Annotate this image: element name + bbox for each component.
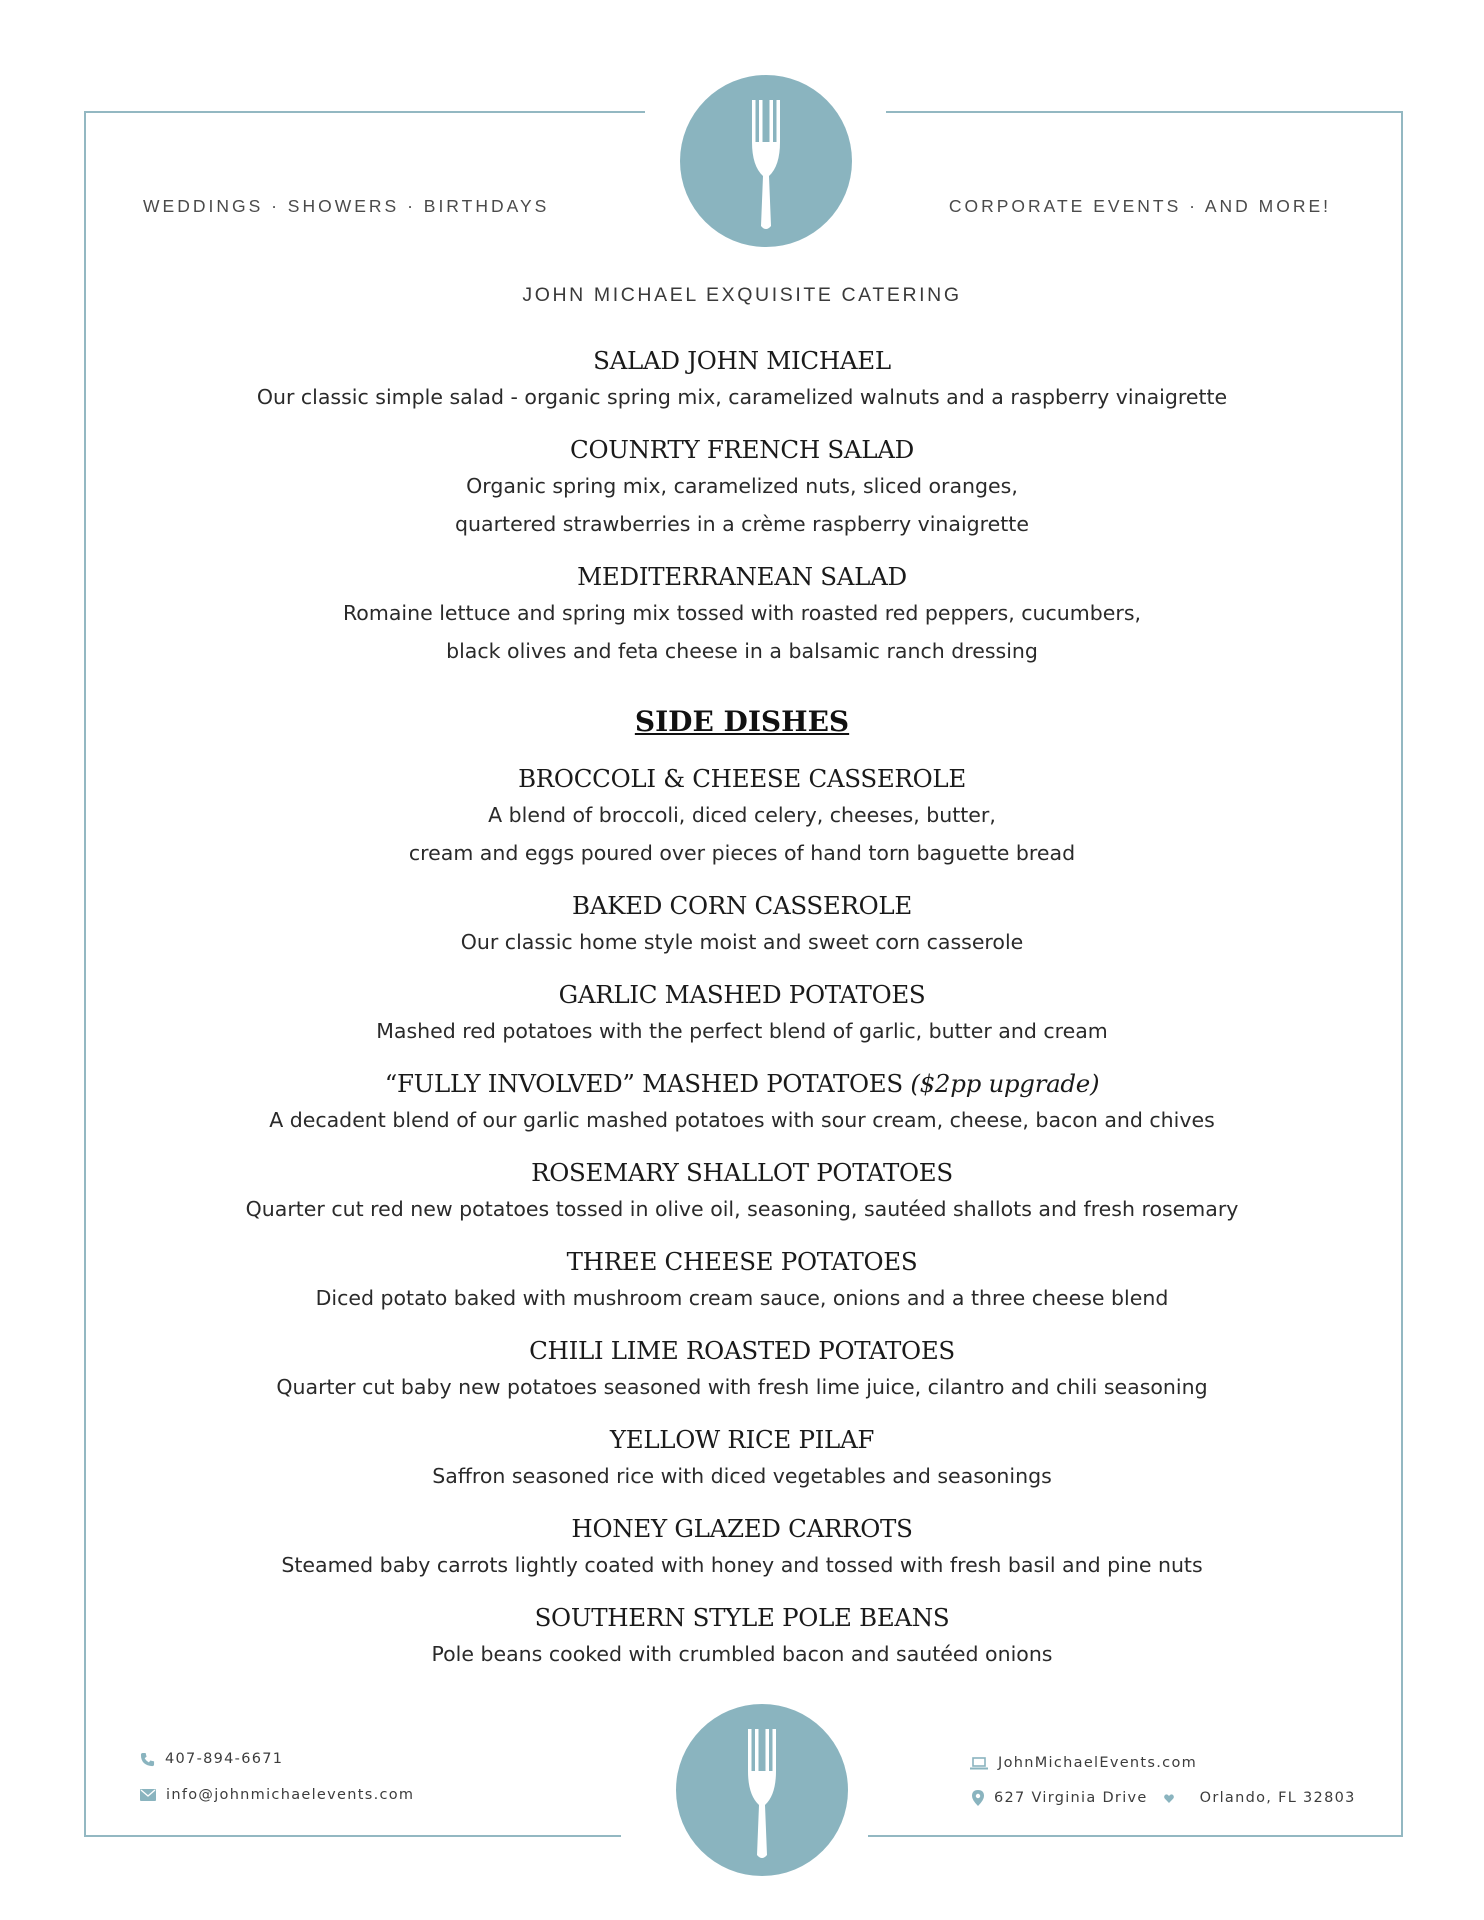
item-desc: Steamed baby carrots lightly coated with honey and tossed with fresh basil and pine nuts xyxy=(281,1553,1203,1577)
logo-bottom xyxy=(676,1704,848,1876)
item-desc: Quarter cut red new potatoes tossed in olive oil, seasoning, sautéed shallots and fresh rosemary xyxy=(245,1197,1239,1221)
frame-top-left xyxy=(84,111,645,113)
item-title: ROSEMARY SHALLOT POTATOES xyxy=(531,1158,953,1187)
frame-bottom-left xyxy=(84,1835,621,1837)
map-pin-icon xyxy=(972,1790,984,1806)
item-title: THREE CHEESE POTATOES xyxy=(566,1247,918,1276)
item-title: MEDITERRANEAN SALAD xyxy=(577,562,907,591)
item-title: COUNRTY FRENCH SALAD xyxy=(570,435,914,464)
side-dish-item xyxy=(0,1423,1484,1495)
item-desc: Organic spring mix, caramelized nuts, sliced oranges, xyxy=(466,474,1018,498)
item-title: SOUTHERN STYLE POLE BEANS xyxy=(534,1603,950,1632)
upgrade-note: ($2pp upgrade) xyxy=(910,1069,1100,1098)
item-desc: A blend of broccoli, diced celery, cheeses, butter, xyxy=(488,803,996,827)
fork-icon xyxy=(736,86,796,236)
website-link[interactable]: JohnMichaelEvents.com xyxy=(998,1755,1198,1771)
item-desc: cream and eggs poured over pieces of hand torn baguette bread xyxy=(408,841,1076,865)
item-desc: Mashed red potatoes with the perfect blend of garlic, butter and cream xyxy=(376,1019,1108,1043)
salad-item xyxy=(0,344,1484,416)
item-desc: A decadent blend of our garlic mashed potatoes with sour cream, cheese, bacon and chives xyxy=(269,1108,1215,1132)
tagline-left: WEDDINGS · SHOWERS · BIRTHDAYS xyxy=(143,196,550,216)
item-desc: Saffron seasoned rice with diced vegetables and seasonings xyxy=(432,1464,1052,1488)
side-dish-item xyxy=(0,1601,1484,1673)
item-desc: Diced potato baked with mushroom cream sauce, onions and a three cheese blend xyxy=(315,1286,1169,1310)
contact-address xyxy=(972,1790,1356,1806)
item-desc: black olives and feta cheese in a balsamic ranch dressing xyxy=(446,639,1038,663)
item-desc: quartered strawberries in a crème raspberry vinaigrette xyxy=(455,512,1029,536)
item-desc: Pole beans cooked with crumbled bacon and sautéed onions xyxy=(431,1642,1053,1666)
side-dish-item xyxy=(0,978,1484,1050)
mail-icon xyxy=(140,1789,156,1801)
city-state-zip: Orlando, FL 32803 xyxy=(1199,1790,1356,1806)
side-dish-item xyxy=(0,1156,1484,1228)
street-address: 627 Virginia Drive xyxy=(994,1790,1148,1806)
side-dish-item xyxy=(0,1334,1484,1406)
side-dish-item xyxy=(0,1067,1484,1139)
frame-top-right xyxy=(886,111,1403,113)
salad-item xyxy=(0,560,1484,670)
phone-icon xyxy=(140,1752,155,1767)
salad-item xyxy=(0,433,1484,543)
frame-bottom-right xyxy=(868,1835,1403,1837)
laptop-icon xyxy=(970,1757,988,1770)
contact-phone[interactable] xyxy=(140,1751,283,1767)
item-title: CHILI LIME ROASTED POTATOES xyxy=(529,1336,955,1365)
heart-icon xyxy=(1164,1794,1184,1803)
side-dish-item xyxy=(0,1512,1484,1584)
item-title-text: “FULLY INVOLVED” MASHED POTATOES xyxy=(384,1069,903,1098)
item-title: BAKED CORN CASSEROLE xyxy=(572,891,912,920)
side-dish-item xyxy=(0,889,1484,961)
side-dish-item xyxy=(0,762,1484,872)
item-desc: Our classic simple salad - organic spring mix, caramelized walnuts and a raspberry vinaigrette xyxy=(256,385,1228,409)
contact-website[interactable] xyxy=(970,1755,1197,1771)
logo-top xyxy=(680,75,852,247)
item-title: HONEY GLAZED CARROTS xyxy=(571,1514,913,1543)
item-title: BROCCOLI & CHEESE CASSEROLE xyxy=(518,764,966,793)
phone-number[interactable]: 407-894-6671 xyxy=(165,1751,284,1767)
item-desc: Romaine lettuce and spring mix tossed with roasted red peppers, cucumbers, xyxy=(342,601,1142,625)
side-dish-item xyxy=(0,1245,1484,1317)
item-desc: Our classic home style moist and sweet corn casserole xyxy=(460,930,1024,954)
item-title: GARLIC MASHED POTATOES xyxy=(558,980,926,1009)
company-name: JOHN MICHAEL EXQUISITE CATERING xyxy=(522,284,962,306)
contact-email[interactable] xyxy=(140,1787,414,1803)
tagline-right: CORPORATE EVENTS · AND MORE! xyxy=(948,196,1331,216)
email-address[interactable]: info@johnmichaelevents.com xyxy=(166,1787,415,1803)
item-desc: Quarter cut baby new potatoes seasoned with fresh lime juice, cilantro and chili seasoning xyxy=(276,1375,1208,1399)
section-heading-side-dishes: SIDE DISHES xyxy=(634,705,850,738)
fork-icon xyxy=(732,1715,792,1865)
item-title: SALAD JOHN MICHAEL xyxy=(593,346,891,375)
item-title xyxy=(0,1067,1484,1101)
item-title: YELLOW RICE PILAF xyxy=(609,1425,875,1454)
